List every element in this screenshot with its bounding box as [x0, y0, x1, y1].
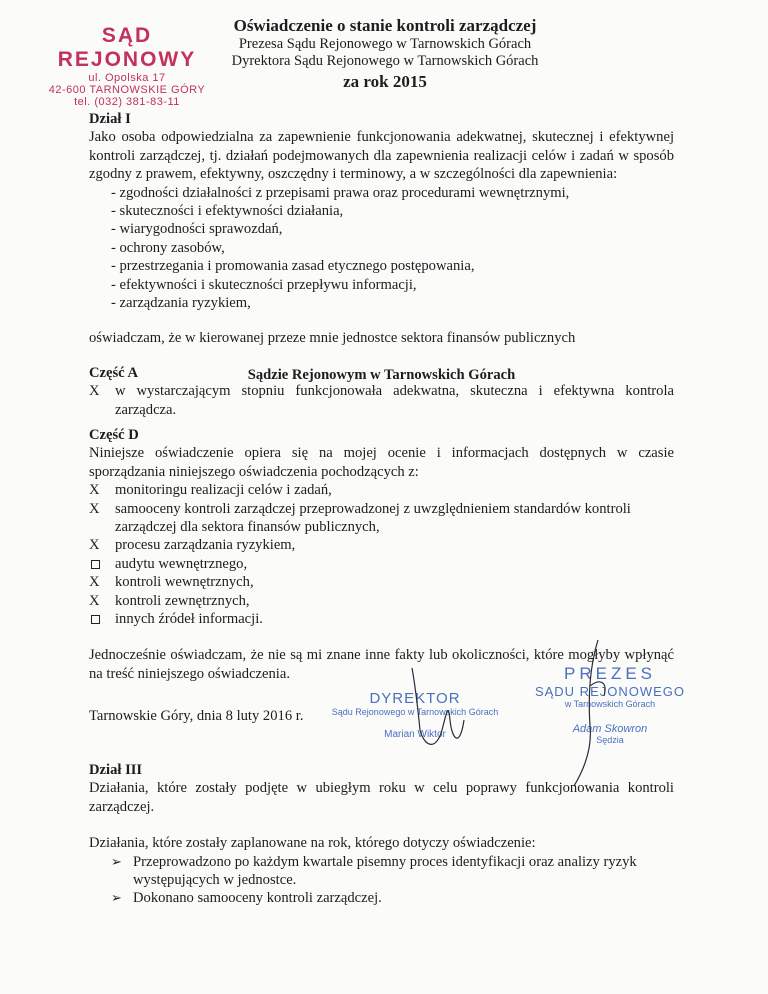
place-date: Tarnowskie Góry, dnia 8 luty 2016 r. [89, 708, 304, 724]
president-name: Adam Skowron [572, 723, 648, 735]
checkbox-mark: X [89, 537, 100, 554]
part-a-heading: Część A [89, 365, 139, 381]
checklist-text: kontroli zewnętrznych, [115, 592, 250, 609]
list-item [89, 853, 674, 890]
president-unit: SĄDU REJONOWEGO [534, 684, 686, 699]
director-signature [390, 660, 480, 760]
part-a-row [89, 382, 674, 419]
part-d-items [89, 481, 674, 628]
president-title: PREZES [563, 664, 657, 683]
checklist-item [89, 500, 674, 537]
bullet-text: Dokonano samooceny kontroli zarządczej. [133, 890, 382, 907]
stamp-phone: tel. (032) 381-83-11 [74, 96, 180, 108]
court-stamp [32, 24, 222, 108]
part-a-text: w wystarczającym stopniu funkcjonowała adekwatna, skuteczna i efektywna kontrola zarządcza. [115, 383, 674, 418]
president-role: Sędzia [596, 735, 624, 745]
checklist-text: kontroli wewnętrznych, [115, 574, 254, 591]
section-3-text-1: Działania, które zostały podjęte w ubiegłym roku w celu poprawy funkcjonowania kontroli zarządczej. [89, 780, 674, 815]
checkbox-mark: X [89, 482, 100, 499]
part-d-heading: Część D [89, 427, 139, 443]
president-unit-2: w Tarnowskich Górach [564, 699, 656, 709]
declaration-text: oświadczam, że w kierowanej przeze mnie jednostce sektora finansów publicznych [89, 330, 576, 347]
section-1-intro: Jako osoba odpowiedzialna za zapewnienie funkcjonowania adekwatnej, skutecznej i efektywnej kontroli zarządczej, tj. działań podejmowanych dla zapewnienia realizacji celów i zadań w sposób zgodny z prawem, efektywny, oszczędny i terminowy, a w szczególności dla zapewnienia: [89, 129, 674, 183]
checklist-item [89, 555, 674, 573]
section-1 [89, 110, 674, 384]
section-1-list [89, 184, 674, 313]
checklist-item [89, 481, 674, 499]
checklist-text: procesu zarządzania ryzykiem, [115, 537, 296, 554]
director-name: Marian Wiktor [384, 729, 446, 740]
checklist-text: samooceny kontroli zarządczej przeprowadzonej z uwzględnieniem standardów kontroli zarządczej dla sektora finansów publicznych, [115, 500, 631, 536]
checkbox-mark: X [89, 500, 100, 517]
checklist-item [89, 536, 674, 554]
header-line-2: Dyrektora Sądu Rejonowego w Tarnowskich Górach [231, 53, 539, 69]
arrow-bullet-icon: ➢ [111, 853, 122, 869]
list-item: - skuteczności i efektywności działania, [111, 203, 344, 220]
list-item [89, 889, 674, 907]
part-d-intro: Niniejsze oświadczenie opiera się na mojej ocenie i informacjach dostępnych w czasie sporządzania niniejszego oświadczenia pochodzących z: [89, 445, 674, 480]
section-3 [89, 761, 674, 908]
checkbox-mark: X [89, 383, 100, 400]
list-item: - efektywności i skuteczności przepływu informacji, [111, 276, 417, 293]
section-1-heading: Dział I [89, 111, 131, 127]
director-title: DYREKTOR [369, 690, 461, 707]
bullet-text: Przeprowadzono po każdym kwartale pisemny proces identyfikacji oraz analizy ryzyk występujących w jednostce. [133, 853, 637, 889]
checklist-text: innych źródeł informacji. [115, 611, 263, 628]
section-3-heading: Dział III [89, 762, 143, 778]
empty-checkbox-icon [89, 555, 115, 573]
checklist-item [89, 592, 674, 610]
list-item: - wiarygodności sprawozdań, [111, 221, 283, 238]
stamp-address: ul. Opolska 17 [88, 72, 166, 84]
document-title: Oświadczenie o stanie kontroli zarządczej [233, 16, 537, 35]
checkbox-mark: X [89, 592, 100, 609]
list-item: - zarządzania ryzykiem, [111, 295, 251, 312]
document-header [205, 16, 565, 92]
checkbox-square-icon [91, 615, 100, 624]
checkbox-mark: X [89, 574, 100, 591]
part-a [89, 364, 674, 419]
arrow-bullet-icon: ➢ [111, 890, 122, 906]
unit-name: Sądzie Rejonowym w Tarnowskich Górach [247, 366, 516, 383]
header-year: za rok 2015 [343, 72, 427, 91]
list-item: - przestrzegania i promowania zasad etycznego postępowania, [111, 258, 475, 275]
part-d-closing: Jednocześnie oświadczam, że nie są mi znane inne fakty lub okoliczności, które mogłyby wpłynąć na treść niniejszego oświadczenia. [89, 647, 674, 682]
checklist-text: monitoringu realizacji celów i zadań, [115, 482, 332, 499]
checkbox-square-icon [91, 560, 100, 569]
checklist-item [89, 610, 674, 628]
stamp-city: 42-600 TARNOWSKIE GÓRY [48, 84, 206, 96]
stamp-court-name: SĄD REJONOWY [57, 24, 197, 71]
director-unit: Sądu Rejonowego w Tarnowskich Górach [331, 707, 499, 717]
checklist-text: audytu wewnętrznego, [115, 555, 248, 572]
list-item: - ochrony zasobów, [111, 239, 225, 256]
empty-checkbox-icon [89, 610, 115, 628]
checklist-item [89, 573, 674, 591]
section-3-text-2: Działania, które zostały zaplanowane na rok, którego dotyczy oświadczenie: [89, 835, 536, 852]
list-item: - zgodności działalności z przepisami prawa oraz procedurami wewnętrznymi, [111, 184, 570, 201]
header-line-1: Prezesa Sądu Rejonowego w Tarnowskich Górach [238, 36, 532, 52]
